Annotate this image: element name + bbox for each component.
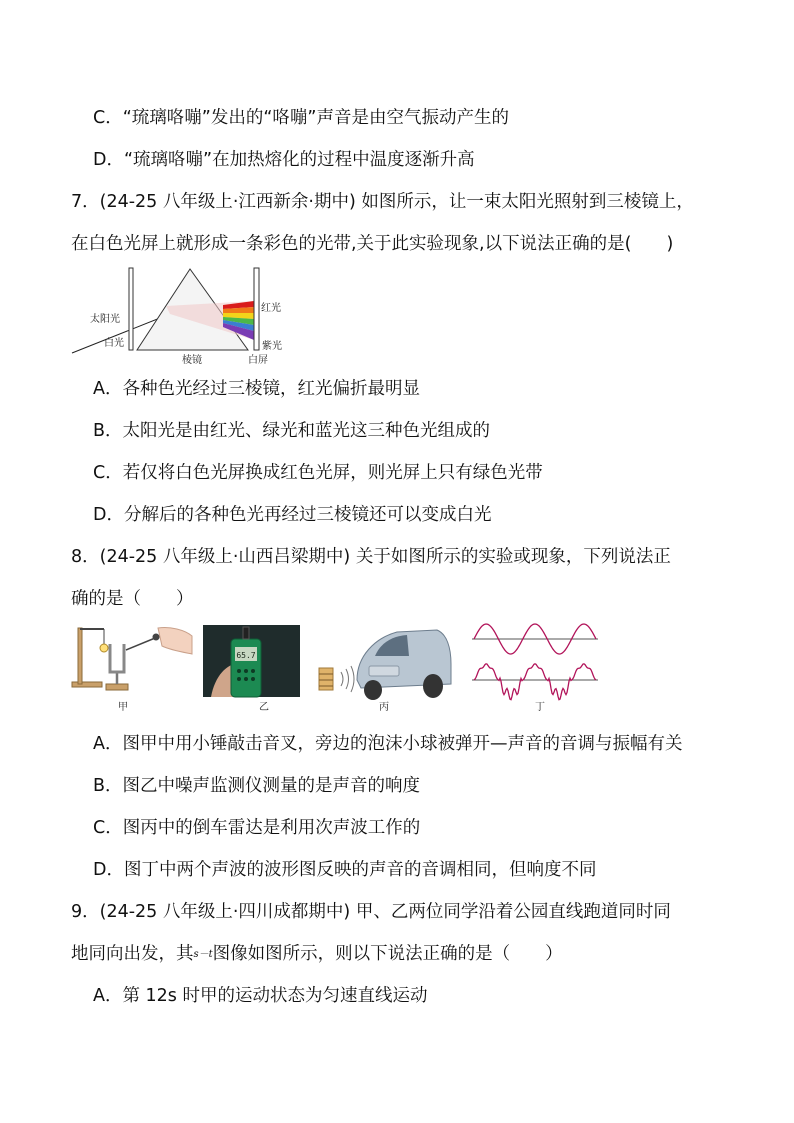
q9-option-a: A．第 12s 时甲的运动状态为匀速直线运动 xyxy=(93,986,428,1006)
label-red-light: 红光 xyxy=(261,303,281,314)
white-screen xyxy=(254,268,259,350)
waveform-figure xyxy=(470,615,600,712)
tuning-fork-figure xyxy=(70,620,195,712)
q7-stem-line2: 在白色光屏上就形成一条彩色的光带,关于此实验现象,以下说法正确的是( ) xyxy=(71,234,674,254)
q8-option-b: B．图乙中噪声监测仪测量的是声音的响度 xyxy=(93,776,421,796)
reversing-radar-figure xyxy=(313,622,453,712)
label-sunlight: 太阳光 xyxy=(90,314,120,325)
q9-stem-line1: 9．(24-25 八年级上·四川成都期中) 甲、乙两位同学沿着公园直线跑道同时同 xyxy=(71,902,671,922)
label-prism: 棱镜 xyxy=(182,355,202,366)
label-white-screen: 白屏 xyxy=(248,355,268,366)
q8-option-a: A．图甲中用小锤敲击音叉，旁边的泡沫小球被弹开—声音的音调与振幅有关 xyxy=(93,734,683,754)
label-violet-light: 紫光 xyxy=(262,341,282,352)
q8-option-c: C．图丙中的倒车雷达是利用次声波工作的 xyxy=(93,818,421,838)
q7-stem-line1: 7．(24-25 八年级上·江西新余·期中) 如图所示，让一束太阳光照射到三棱镜上， xyxy=(71,192,694,212)
q9-stem-text-after: 图像如图所示，则以下说法正确的是（ ） xyxy=(212,944,563,964)
label-ding: 丁 xyxy=(535,702,545,712)
q7-option-a: A．各种色光经过三棱镜，红光偏折最明显 xyxy=(93,379,420,399)
waveform-bottom xyxy=(474,664,596,700)
q9-stem-line2 xyxy=(71,942,751,967)
noise-meter-figure xyxy=(203,625,303,712)
q6-option-d: D．“琉璃咯嘣”在加热熔化的过程中温度逐渐升高 xyxy=(93,150,475,170)
prism-dispersion-figure xyxy=(70,265,290,367)
q7-option-b: B．太阳光是由红光、绿光和蓝光这三种色光组成的 xyxy=(93,421,491,441)
tuning-fork xyxy=(110,644,124,672)
foam-ball xyxy=(100,644,108,652)
q8-stem-line2: 确的是（ ） xyxy=(71,589,194,609)
label-jia: 甲 xyxy=(118,702,128,712)
small-hammer xyxy=(153,634,160,641)
label-bing: 丙 xyxy=(379,702,389,712)
q9-stem-text-before: 地同向出发，其 xyxy=(71,944,194,964)
slit-screen xyxy=(129,268,133,350)
label-white-light: 白光 xyxy=(104,338,124,349)
q7-option-d: D．分解后的各种色光再经过三棱镜还可以变成白光 xyxy=(93,505,492,525)
label-yi: 乙 xyxy=(259,702,269,712)
hand xyxy=(158,627,192,654)
q8-option-d: D．图丁中两个声波的波形图反映的声音的音调相同，但响度不同 xyxy=(93,860,597,880)
st-symbol: s－t xyxy=(193,949,213,960)
q8-stem-line1: 8．(24-25 八年级上·山西吕梁期中) 关于如图所示的实验或现象，下列说法正 xyxy=(71,547,671,567)
q6-option-c: C．“琉璃咯嘣”发出的“咯嘣”声音是由空气振动产生的 xyxy=(93,108,509,128)
q7-option-c: C．若仅将白色光屏换成红色光屏，则光屏上只有绿色光带 xyxy=(93,463,543,483)
obstacle xyxy=(319,668,333,690)
meter-reading: 65.7 xyxy=(236,651,256,660)
